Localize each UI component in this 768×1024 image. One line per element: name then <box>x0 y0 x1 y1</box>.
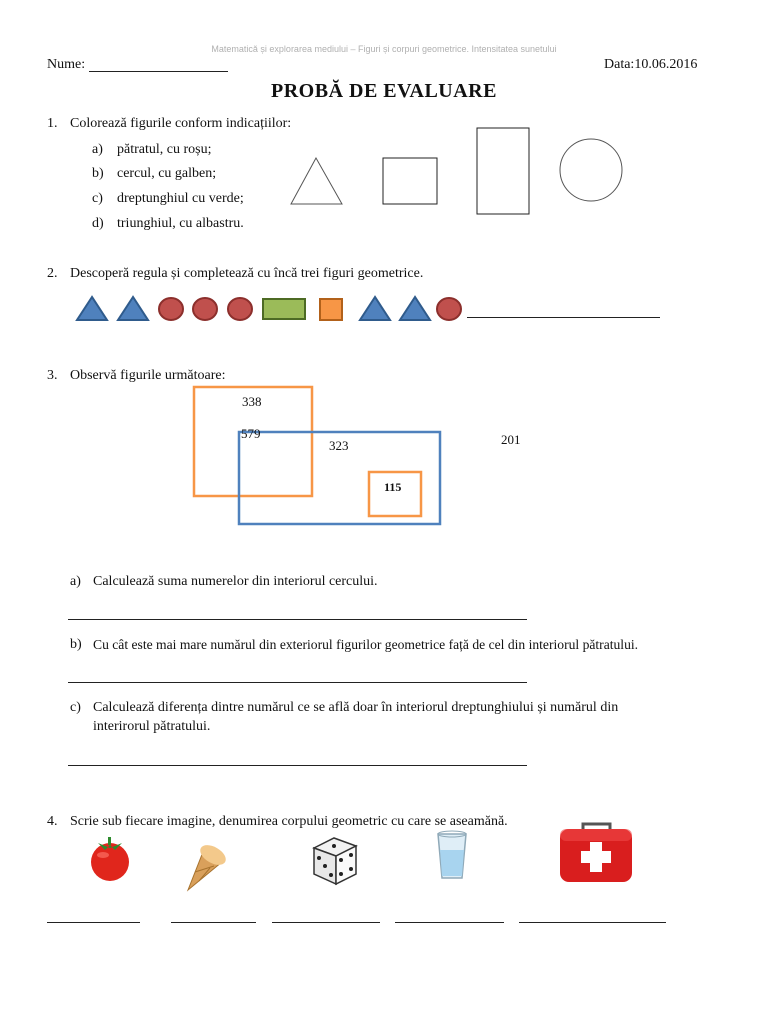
ex3-q-c-continued: interirorul pătratului. <box>93 719 211 734</box>
ex3-q-c-letter: c) <box>70 700 81 715</box>
number-579: 579 <box>241 426 261 441</box>
ex3-q-a-letter: a) <box>70 574 81 589</box>
ex1-item-a-letter: a) <box>92 142 103 157</box>
sequence-circle-10 <box>437 298 461 320</box>
ex2-answer-line[interactable] <box>467 317 660 318</box>
ex4-answer-line-5[interactable] <box>519 922 666 923</box>
ice-cream-cone-icon <box>188 841 229 890</box>
number-338: 338 <box>242 394 262 409</box>
ex1-instruction: Colorează figurile conform indicațiilor: <box>70 116 292 131</box>
ex4-number: 4. <box>47 814 58 829</box>
sequence-triangle-9 <box>400 297 430 320</box>
ex3-number: 3. <box>47 368 58 383</box>
number-115: 115 <box>384 480 402 494</box>
ex1-item-b: cercul, cu galben; <box>117 166 217 181</box>
glass-icon <box>438 831 466 878</box>
ex1-item-c-letter: c) <box>92 191 103 206</box>
ex4-answer-line-4[interactable] <box>395 922 504 923</box>
sequence-rectangle-6 <box>263 299 305 319</box>
date-label: Data:10.06.2016 <box>604 57 698 72</box>
ex3-q-a: Calculează suma numerelor din interiorul cercului. <box>93 574 378 589</box>
triangle-shape[interactable] <box>291 158 342 204</box>
ex3-answer-line-b[interactable] <box>68 682 527 683</box>
ex3-answer-line-c[interactable] <box>68 765 527 766</box>
square-shape[interactable] <box>383 158 437 204</box>
ex3-q-b-letter: b) <box>70 637 82 652</box>
ex1-item-c: dreptunghiul cu verde; <box>117 191 244 206</box>
ex1-item-d-letter: d) <box>92 216 104 231</box>
ex1-item-d: triunghiul, cu albastru. <box>117 216 244 231</box>
sequence-triangle-8 <box>360 297 390 320</box>
ex4-instruction: Scrie sub fiecare imagine, denumirea corpului geometric cu care se aseamănă. <box>70 814 508 829</box>
rectangle-shape[interactable] <box>477 128 529 214</box>
number-201: 201 <box>501 432 521 447</box>
ex3-q-c: Calculează diferența dintre numărul ce se află doar în interiorul dreptunghiului și numărul din <box>93 700 619 715</box>
ex4-answer-line-2[interactable] <box>171 922 256 923</box>
subject-header-note: Matematică și explorarea mediului – Figuri și corpuri geometrice. Intensitatea sunetului <box>211 44 557 54</box>
dice-icon <box>314 838 356 884</box>
sequence-triangle-2 <box>118 297 148 320</box>
page-title: PROBĂ DE EVALUARE <box>271 80 497 102</box>
first-aid-kit-icon <box>560 824 632 882</box>
ex3-q-b: Cu cât este mai mare numărul din exteriorul figurilor geometrice față de cel din interiorul pătratului. <box>93 637 639 652</box>
sequence-square-7 <box>320 299 342 320</box>
circle-shape[interactable] <box>560 139 622 201</box>
ex2-instruction: Descoperă regula și completează cu încă trei figuri geometrice. <box>70 266 424 281</box>
ex1-item-a: pătratul, cu roșu; <box>117 142 212 157</box>
sequence-circle-5 <box>228 298 252 320</box>
ex4-answer-line-3[interactable] <box>272 922 380 923</box>
shape-sequence <box>77 297 461 320</box>
ex3-answer-line-a[interactable] <box>68 619 527 620</box>
tomato-icon <box>91 837 129 881</box>
ex3-instruction: Observă figurile următoare: <box>70 368 226 383</box>
sequence-circle-4 <box>193 298 217 320</box>
ex1-number: 1. <box>47 116 58 131</box>
number-323: 323 <box>329 438 349 453</box>
ex4-answer-line-1[interactable] <box>47 922 140 923</box>
name-field-line[interactable] <box>89 71 228 72</box>
sequence-circle-3 <box>159 298 183 320</box>
ex2-number: 2. <box>47 266 58 281</box>
ex1-item-b-letter: b) <box>92 166 104 181</box>
sequence-triangle-1 <box>77 297 107 320</box>
name-label: Nume: <box>47 57 86 72</box>
